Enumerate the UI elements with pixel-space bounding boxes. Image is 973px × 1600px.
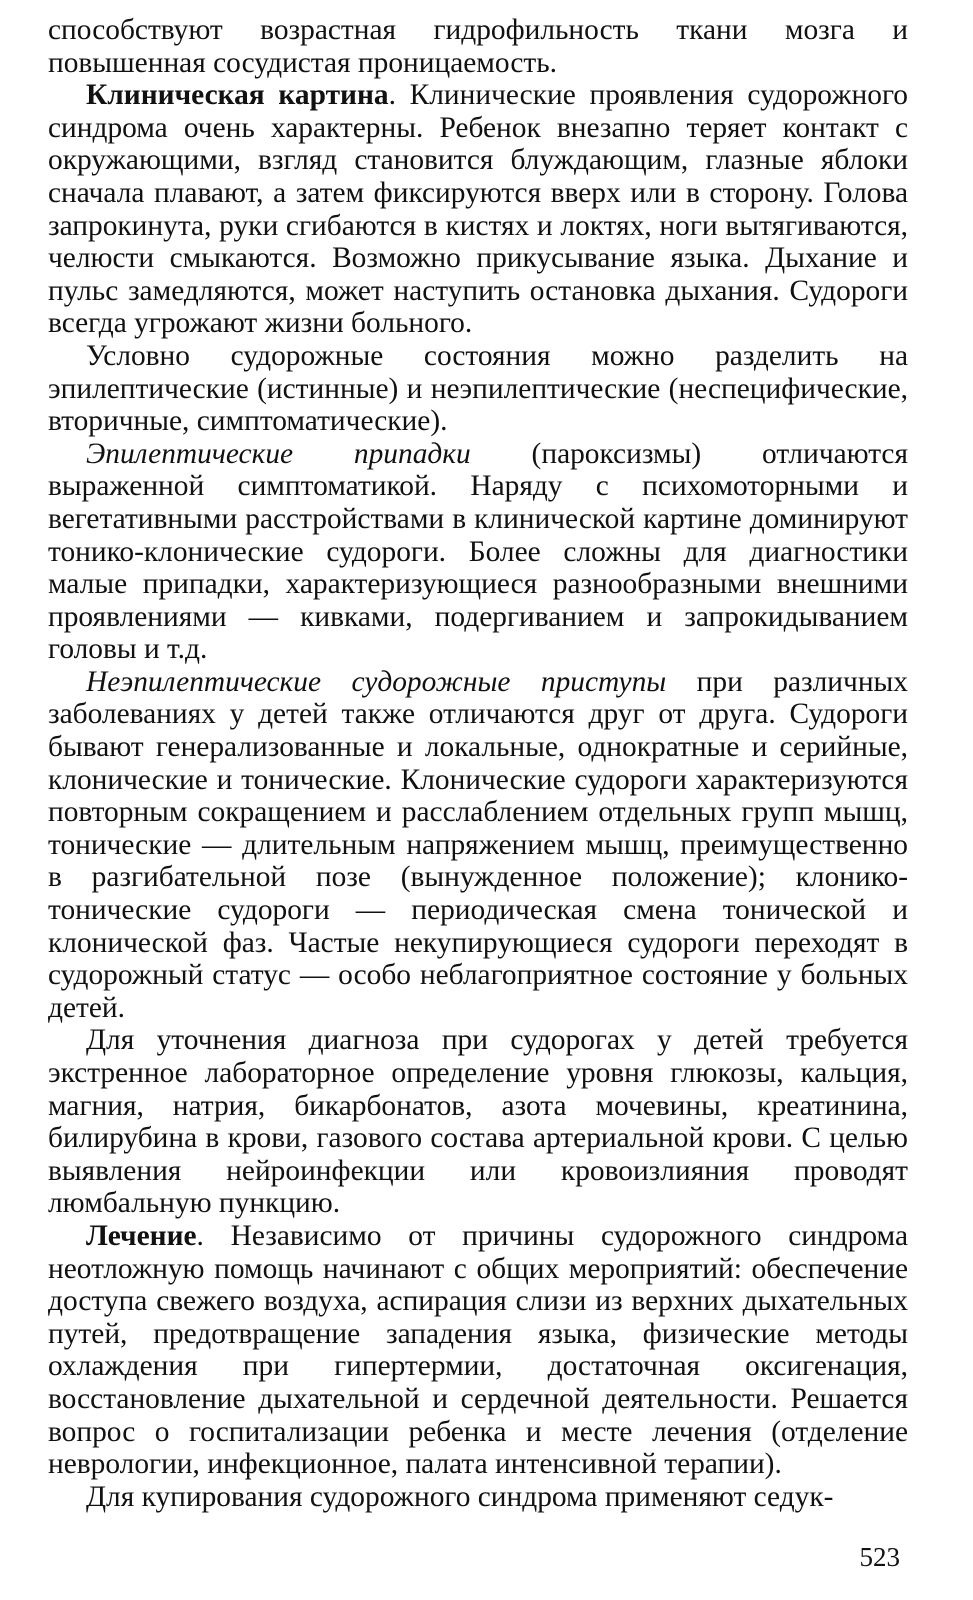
- section-heading-treatment: Лечение: [86, 1219, 197, 1252]
- paragraph-text: Для уточнения диагноза при судорогах у детей требуется экстренное лабораторное определение уровня глюкозы, кальция, магния, натрия, бикарбонатов, азота мочевины, креатинина, билирубина в крови, газового состава артериальной крови. С целью выявления нейроинфекции или кровоизлияния проводят люмбальную пункцию.: [48, 1024, 908, 1220]
- paragraph-non-epileptic-seizures: [48, 666, 908, 1025]
- page-text: [48, 14, 908, 1513]
- paragraph-text: способствуют возрастная гидрофильность ткани мозга и повышенная сосудистая проницаемость.: [48, 14, 908, 79]
- paragraph-continuation: [48, 14, 908, 79]
- paragraph-text: (пароксизмы) отличаются выраженной симптоматикой. Наряду с психомоторными и вегетативными расстройствами в клинической картине доминируют тонико-клонические судороги. Более сложны для диагностики малые припадки, характеризующиеся разнообразными внешними проявлениями — кивками, подергиванием и запрокидыванием головы и т.д.: [48, 437, 908, 666]
- paragraph-text: Для купирования судорожного синдрома применяют седук-: [86, 1480, 834, 1513]
- paragraph-clinical-picture: [48, 79, 908, 340]
- term-non-epileptic-seizures: Неэпилептические судорожные приступы: [86, 665, 667, 698]
- paragraph-classification: [48, 340, 908, 438]
- term-epileptic-seizures: Эпилептические припадки: [86, 437, 471, 470]
- paragraph-sedation: [48, 1481, 908, 1514]
- paragraph-epileptic-seizures: [48, 438, 908, 666]
- section-heading-clinical-picture: Клиническая картина: [86, 79, 389, 112]
- paragraph-diagnosis: [48, 1024, 908, 1220]
- paragraph-text: . Клинические проявления судорожного синдрома очень характерны. Ребенок внезапно теряет контакт с окружающими, взгляд становится блуждающим, глазные яблоки сначала плавают, а затем фиксируются вверх или в сторону. Голова запрокинута, руки сгибаются в кистях и локтях, ноги вытягиваются, челюсти смыкаются. Возможно прикусывание языка. Дыхание и пульс замедляются, может наступить остановка дыхания. Судороги всегда угрожают жизни больного.: [48, 79, 908, 340]
- page-number: 523: [859, 1542, 900, 1572]
- paragraph-text: при различных заболеваниях у детей также отличаются друг от друга. Судороги бывают генерализованные и локальные, однократные и серийные, клонические и тонические. Клонические судороги характеризуются повторным сокращением и расслаблением отдельных групп мышц, тонические — длительным напряжением мышц, преимущественно в разгибательной позе (вынужденное положение); клонико-тонические судороги — периодическая смена тонической и клонической фаз. Частые некупирующиеся судороги переходят в судорожный статус — особо неблагоприятное состояние у больных детей.: [48, 665, 908, 1024]
- paragraph-text: Условно судорожные состояния можно разделить на эпилептические (истинные) и неэпилептические (неспецифические, вторичные, симптоматические).: [48, 339, 908, 438]
- paragraph-treatment: [48, 1220, 908, 1481]
- paragraph-text: . Независимо от причины судорожного синдрома неотложную помощь начинают с общих мероприятий: обеспечение доступа свежего воздуха, аспирация слизи из верхних дыхательных путей, предотвращение западения языка, физические методы охлаждения при гипертермии, достаточная оксигенация, восстановление дыхательной и сердечной деятельности. Решается вопрос о госпитализации ребенка и месте лечения (отделение неврологии, инфекционное, палата интенсивной терапии).: [48, 1219, 908, 1481]
